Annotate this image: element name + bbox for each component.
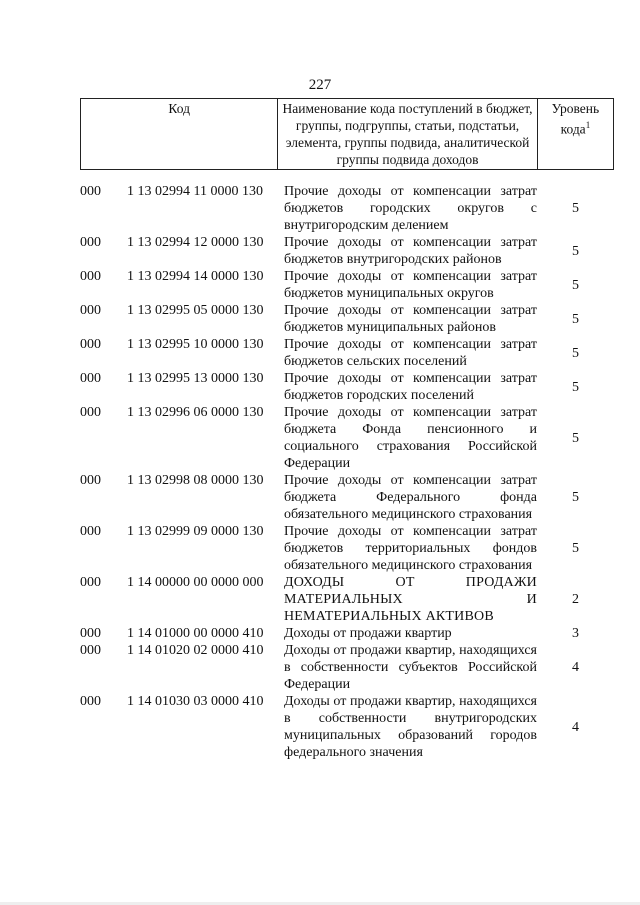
revenue-name: Прочие доходы от компенсации затрат бюджетов внутригородских районов <box>284 235 537 267</box>
admin-code: 000 <box>80 303 101 318</box>
admin-code: 000 <box>80 524 101 539</box>
table-row <box>80 183 614 234</box>
table-row <box>80 302 614 336</box>
header-code: Код <box>81 99 278 170</box>
admin-code: 000 <box>80 235 101 250</box>
revenue-code: 1 13 02995 05 0000 130 <box>127 303 264 318</box>
revenue-code: 1 13 02996 06 0000 130 <box>127 405 264 420</box>
revenue-name: Прочие доходы от компенсации затрат бюджетов муниципальных районов <box>284 303 537 335</box>
table-row <box>80 642 614 693</box>
table-row <box>80 336 614 370</box>
code-level: 3 <box>572 626 579 641</box>
revenue-name: Прочие доходы от компенсации затрат бюджета Федерального фонда обязательного медицинского страхования <box>284 473 537 522</box>
table-row <box>80 472 614 523</box>
code-level: 5 <box>572 277 579 293</box>
revenue-code: 1 14 01020 02 0000 410 <box>127 643 264 658</box>
revenue-code: 1 13 02994 11 0000 130 <box>127 184 263 199</box>
revenue-name: Прочие доходы от компенсации затрат бюджетов муниципальных округов <box>284 269 537 301</box>
revenue-name: Прочие доходы от компенсации затрат бюджетов сельских поселений <box>284 337 537 369</box>
table-row <box>80 693 614 761</box>
header-level-label: Уровень кода <box>551 101 600 137</box>
code-level: 5 <box>572 201 579 216</box>
footnote-marker: 1 <box>585 120 591 130</box>
table-row <box>80 625 614 642</box>
code-level: 5 <box>572 541 579 556</box>
header-level <box>537 99 613 170</box>
revenue-name: Прочие доходы от компенсации затрат бюджетов территориальных фондов обязательного медицинского страхования <box>284 524 537 573</box>
code-level: 5 <box>572 311 579 327</box>
revenue-code: 1 14 00000 00 0000 000 <box>127 575 264 590</box>
admin-code: 000 <box>80 643 101 658</box>
code-level: 5 <box>572 379 579 395</box>
header-name: Наименование кода поступлений в бюджет, группы, подгруппы, статьи, подстатьи, элемента, группы подвида, аналитической группы подвида доходов <box>278 99 537 170</box>
admin-code: 000 <box>80 371 101 386</box>
table-row <box>80 574 614 625</box>
table-body <box>80 183 614 761</box>
revenue-code: 1 13 02995 13 0000 130 <box>127 371 264 386</box>
admin-code: 000 <box>80 473 101 488</box>
admin-code: 000 <box>80 269 101 284</box>
admin-code: 000 <box>80 626 101 641</box>
revenue-code: 1 13 02999 09 0000 130 <box>127 524 264 539</box>
revenue-name: Доходы от продажи квартир, находящихся в собственности внутригородских муниципальных образований городов федерального значения <box>284 694 537 760</box>
revenue-name: Доходы от продажи квартир, находящихся в собственности субъектов Российской Федерации <box>284 643 537 692</box>
code-level: 5 <box>572 430 579 446</box>
table-row <box>80 370 614 404</box>
code-level: 4 <box>572 719 579 735</box>
revenue-name: ДОХОДЫ ОТ ПРОДАЖИ МАТЕРИАЛЬНЫХ И НЕМАТЕРИАЛЬНЫХ АКТИВОВ <box>284 575 537 624</box>
code-level: 5 <box>572 490 579 505</box>
table-row <box>80 523 614 574</box>
table-row <box>80 268 614 302</box>
code-level: 2 <box>572 592 579 607</box>
admin-code: 000 <box>80 405 101 420</box>
revenue-code: 1 13 02994 12 0000 130 <box>127 235 264 250</box>
code-level: 5 <box>572 243 579 259</box>
admin-code: 000 <box>80 337 101 352</box>
revenue-code: 1 14 01030 03 0000 410 <box>127 694 264 709</box>
revenue-code: 1 13 02994 14 0000 130 <box>127 269 264 284</box>
admin-code: 000 <box>80 184 101 199</box>
revenue-code: 1 14 01000 00 0000 410 <box>127 626 264 641</box>
revenue-name: Прочие доходы от компенсации затрат бюджетов городских округов с внутригородским делением <box>284 184 537 233</box>
admin-code: 000 <box>80 694 101 709</box>
revenue-name: Прочие доходы от компенсации затрат бюджетов городских поселений <box>284 371 537 403</box>
revenue-name: Доходы от продажи квартир <box>284 626 452 641</box>
code-level: 5 <box>572 345 579 361</box>
revenue-name: Прочие доходы от компенсации затрат бюджета Фонда пенсионного и социального страхования Российской Федерации <box>284 405 537 471</box>
page-number: 227 <box>308 77 332 93</box>
revenue-code: 1 13 02998 08 0000 130 <box>127 473 264 488</box>
code-level: 4 <box>572 660 579 675</box>
revenue-code: 1 13 02995 10 0000 130 <box>127 337 264 352</box>
table-header <box>80 98 614 170</box>
admin-code: 000 <box>80 575 101 590</box>
table-row <box>80 234 614 268</box>
table-row <box>80 404 614 472</box>
